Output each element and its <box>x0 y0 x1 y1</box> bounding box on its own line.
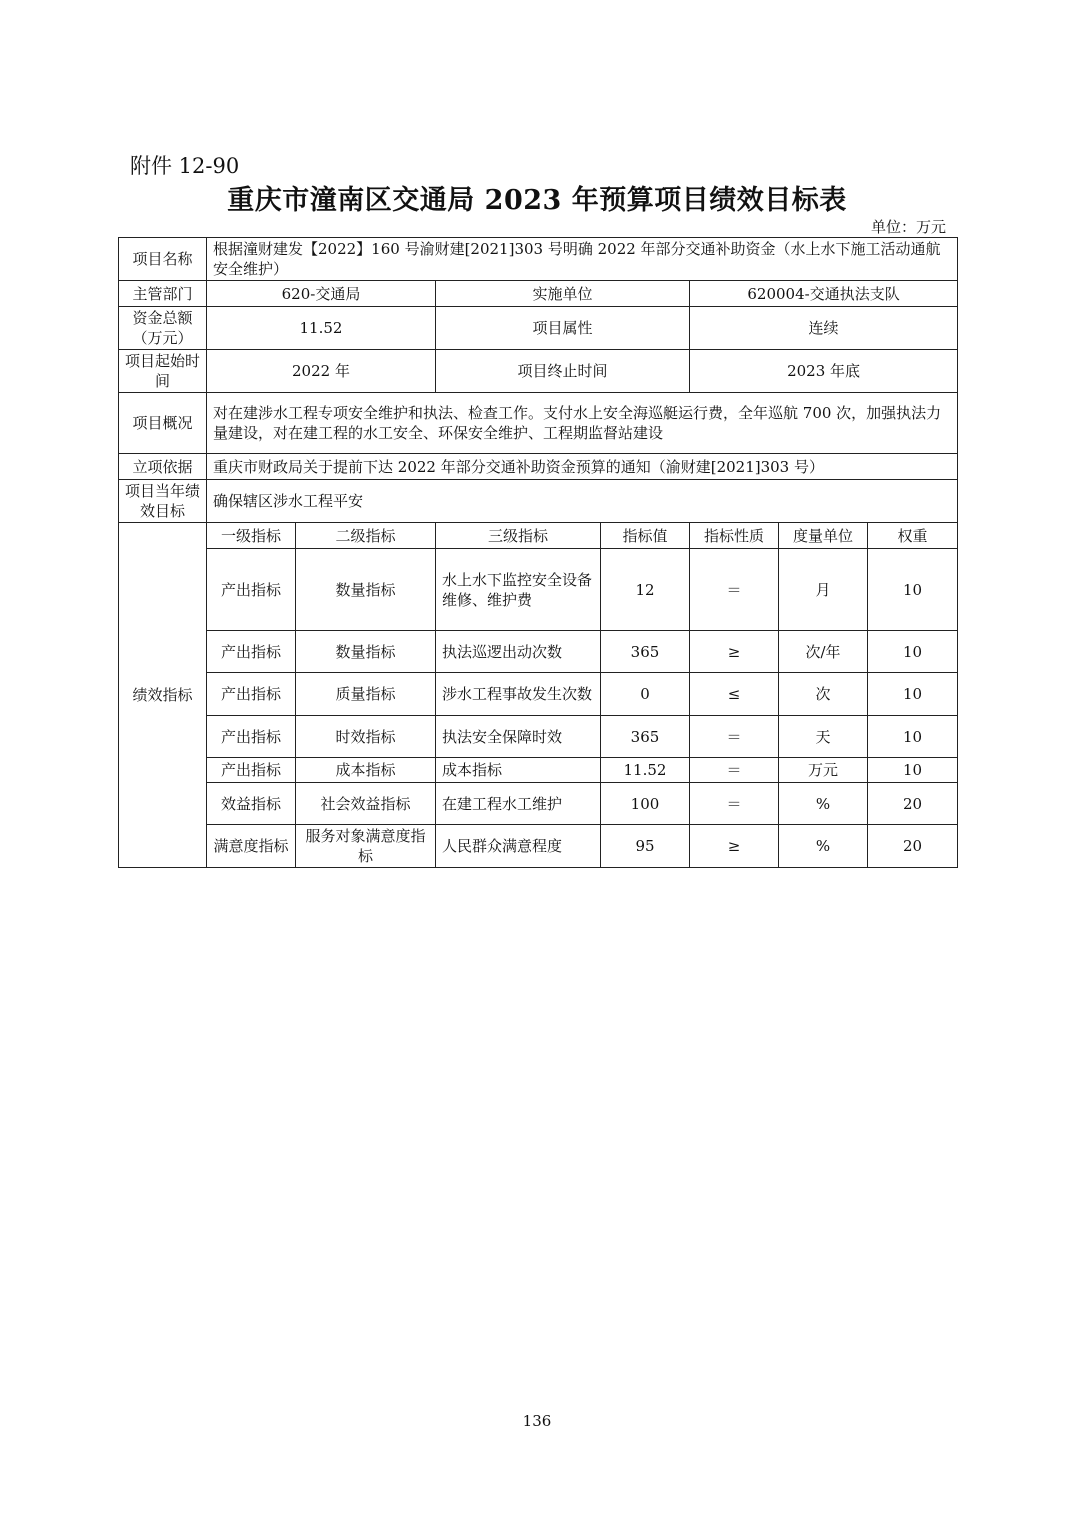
indicator-nature: ＝ <box>690 783 779 825</box>
indicator-level1: 产出指标 <box>207 549 296 631</box>
indicator-level1: 效益指标 <box>207 783 296 825</box>
indicator-row <box>119 825 958 868</box>
indicator-row <box>119 758 958 783</box>
indicator-nature: ＝ <box>690 716 779 758</box>
performance-target-table <box>118 237 958 868</box>
indicator-level1: 产出指标 <box>207 631 296 673</box>
indicator-level3: 人民群众满意程度 <box>436 825 601 868</box>
indicator-value: 12 <box>601 549 690 631</box>
indicator-level1: 满意度指标 <box>207 825 296 868</box>
indicator-weight: 10 <box>868 716 958 758</box>
indicator-weight: 10 <box>868 631 958 673</box>
indicator-level3: 涉水工程事故发生次数 <box>436 673 601 716</box>
indicator-header-row <box>119 523 958 549</box>
header-weight: 权重 <box>868 523 958 549</box>
indicator-level2: 质量指标 <box>296 673 436 716</box>
project-name-value: 根据潼财建发【2022】160 号渝财建[2021]303 号明确 2022 年部分交通补助资金（水上水下施工活动通航安全维护） <box>207 238 958 281</box>
row-period <box>119 350 958 393</box>
header-level3: 三级指标 <box>436 523 601 549</box>
document-title: 重庆市潼南区交通局 2023 年预算项目绩效目标表 <box>227 185 847 216</box>
end-label: 项目终止时间 <box>436 350 690 393</box>
indicator-unit: % <box>779 825 868 868</box>
indicator-value: 95 <box>601 825 690 868</box>
row-project-name <box>119 238 958 281</box>
indicator-value: 365 <box>601 631 690 673</box>
start-value: 2022 年 <box>207 350 436 393</box>
indicator-unit: 万元 <box>779 758 868 783</box>
indicator-level2: 社会效益指标 <box>296 783 436 825</box>
indicator-level3: 执法安全保障时效 <box>436 716 601 758</box>
indicator-value: 100 <box>601 783 690 825</box>
indicator-nature: ≤ <box>690 673 779 716</box>
indicator-row <box>119 549 958 631</box>
basis-label: 立项依据 <box>119 454 207 480</box>
attr-label: 项目属性 <box>436 307 690 350</box>
indicator-value: 0 <box>601 673 690 716</box>
indicator-row <box>119 783 958 825</box>
indicator-weight: 20 <box>868 783 958 825</box>
attr-value: 连续 <box>690 307 958 350</box>
overview-label: 项目概况 <box>119 393 207 454</box>
impl-label: 实施单位 <box>436 281 690 307</box>
indicator-level1: 产出指标 <box>207 758 296 783</box>
header-level1: 一级指标 <box>207 523 296 549</box>
goal-label: 项目当年绩效目标 <box>119 480 207 523</box>
project-name-label: 项目名称 <box>119 238 207 281</box>
indicator-nature: ＝ <box>690 758 779 783</box>
indicator-level1: 产出指标 <box>207 673 296 716</box>
indicator-level3: 水上水下监控安全设备维修、维护费 <box>436 549 601 631</box>
indicator-row <box>119 631 958 673</box>
indicator-unit: % <box>779 783 868 825</box>
indicator-nature: ≥ <box>690 631 779 673</box>
indicator-value: 365 <box>601 716 690 758</box>
page-number: 136 <box>522 1412 552 1430</box>
indicator-weight: 20 <box>868 825 958 868</box>
row-basis <box>119 454 958 480</box>
indicator-row <box>119 673 958 716</box>
row-goal <box>119 480 958 523</box>
unit-label: 单位：万元 <box>870 218 946 236</box>
basis-value: 重庆市财政局关于提前下达 2022 年部分交通补助资金预算的通知（渝财建[2021]303 号） <box>207 454 958 480</box>
header-level2: 二级指标 <box>296 523 436 549</box>
header-nature: 指标性质 <box>690 523 779 549</box>
dept-value: 620-交通局 <box>207 281 436 307</box>
indicator-level3: 执法巡逻出动次数 <box>436 631 601 673</box>
header-unit: 度量单位 <box>779 523 868 549</box>
indicator-value: 11.52 <box>601 758 690 783</box>
indicators-section-label: 绩效指标 <box>119 523 207 868</box>
indicator-weight: 10 <box>868 549 958 631</box>
row-fund <box>119 307 958 350</box>
indicator-weight: 10 <box>868 673 958 716</box>
indicator-weight: 10 <box>868 758 958 783</box>
indicator-level2: 时效指标 <box>296 716 436 758</box>
indicator-level3: 成本指标 <box>436 758 601 783</box>
row-department <box>119 281 958 307</box>
indicator-row <box>119 716 958 758</box>
indicator-level2: 成本指标 <box>296 758 436 783</box>
indicator-nature: ≥ <box>690 825 779 868</box>
indicator-level3: 在建工程水工维护 <box>436 783 601 825</box>
dept-label: 主管部门 <box>119 281 207 307</box>
indicator-level2: 数量指标 <box>296 631 436 673</box>
goal-value: 确保辖区涉水工程平安 <box>207 480 958 523</box>
row-overview <box>119 393 958 454</box>
indicator-unit: 次/年 <box>779 631 868 673</box>
overview-value: 对在建涉水工程专项安全维护和执法、检查工作。支付水上安全海巡艇运行费，全年巡航 700 次，加强执法力量建设，对在建工程的水工安全、环保安全维护、工程期监督站建设 <box>207 393 958 454</box>
indicator-unit: 天 <box>779 716 868 758</box>
fund-label: 资金总额（万元） <box>119 307 207 350</box>
attachment-number: 附件 12-90 <box>130 154 240 178</box>
header-value: 指标值 <box>601 523 690 549</box>
indicator-level2: 数量指标 <box>296 549 436 631</box>
fund-value: 11.52 <box>207 307 436 350</box>
end-value: 2023 年底 <box>690 350 958 393</box>
indicator-unit: 次 <box>779 673 868 716</box>
impl-value: 620004-交通执法支队 <box>690 281 958 307</box>
indicator-nature: ＝ <box>690 549 779 631</box>
indicator-unit: 月 <box>779 549 868 631</box>
indicator-level1: 产出指标 <box>207 716 296 758</box>
indicator-level2: 服务对象满意度指标 <box>296 825 436 868</box>
start-label: 项目起始时间 <box>119 350 207 393</box>
